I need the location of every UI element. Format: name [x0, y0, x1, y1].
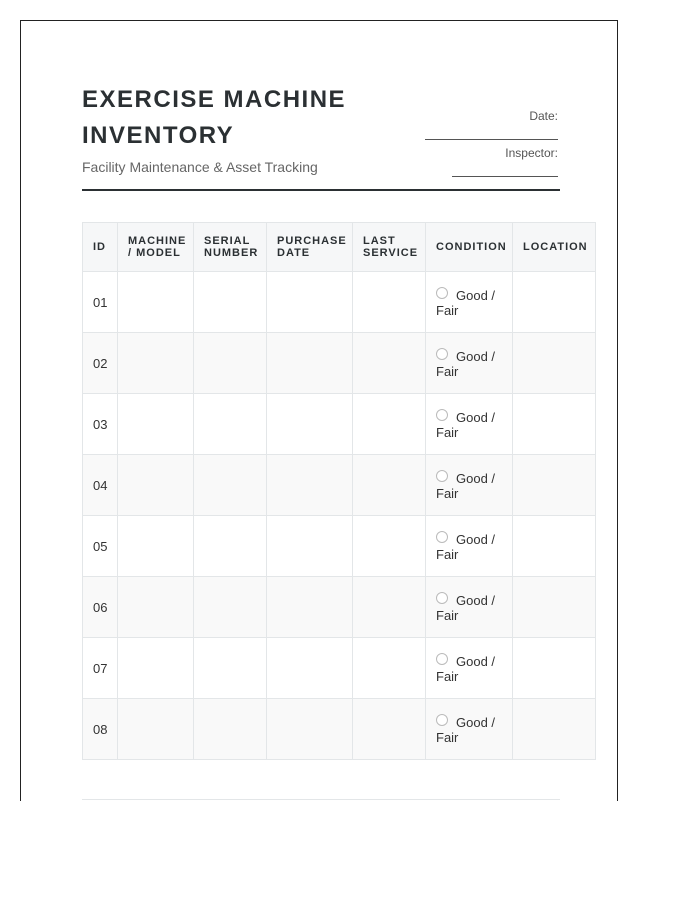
- table-row: [83, 516, 596, 577]
- purchase-date-cell[interactable]: [267, 577, 353, 638]
- condition-radio[interactable]: [436, 653, 448, 665]
- header-id: ID: [83, 223, 118, 272]
- condition-radio[interactable]: [436, 409, 448, 421]
- condition-label: Good / Fair: [436, 287, 496, 318]
- header-purchase-date: PURCHASE DATE: [267, 223, 353, 272]
- machine-model-cell[interactable]: [118, 394, 194, 455]
- date-label: Date:: [529, 109, 558, 123]
- condition-label: Good / Fair: [436, 592, 496, 623]
- condition-label: Good / Fair: [436, 653, 496, 684]
- condition-cell: [426, 577, 513, 638]
- table-body: [83, 272, 596, 760]
- inspector-input-line[interactable]: [452, 176, 558, 177]
- document-subtitle: Facility Maintenance & Asset Tracking: [82, 159, 318, 175]
- row-id: 03: [83, 394, 118, 455]
- condition-cell: [426, 394, 513, 455]
- purchase-date-cell[interactable]: [267, 638, 353, 699]
- condition-option: [436, 348, 502, 379]
- machine-model-cell[interactable]: [118, 699, 194, 760]
- location-cell[interactable]: [513, 577, 596, 638]
- condition-label: Good / Fair: [436, 409, 496, 440]
- location-cell[interactable]: [513, 516, 596, 577]
- table-row: [83, 394, 596, 455]
- last-service-cell[interactable]: [353, 638, 426, 699]
- location-cell[interactable]: [513, 455, 596, 516]
- condition-radio[interactable]: [436, 287, 448, 299]
- header-condition: CONDITION: [426, 223, 513, 272]
- machine-model-cell[interactable]: [118, 455, 194, 516]
- last-service-cell[interactable]: [353, 516, 426, 577]
- header-location: LOCATION: [513, 223, 596, 272]
- condition-option: [436, 592, 502, 623]
- condition-radio[interactable]: [436, 348, 448, 360]
- condition-label: Good / Fair: [436, 470, 496, 501]
- condition-radio[interactable]: [436, 714, 448, 726]
- condition-cell: [426, 699, 513, 760]
- serial-number-cell[interactable]: [194, 699, 267, 760]
- serial-number-cell[interactable]: [194, 272, 267, 333]
- table-row: [83, 272, 596, 333]
- purchase-date-cell[interactable]: [267, 516, 353, 577]
- document-title: EXERCISE MACHINE INVENTORY: [82, 86, 347, 149]
- serial-number-cell[interactable]: [194, 516, 267, 577]
- condition-label: Good / Fair: [436, 531, 496, 562]
- location-cell[interactable]: [513, 333, 596, 394]
- condition-cell: [426, 272, 513, 333]
- location-cell[interactable]: [513, 699, 596, 760]
- machine-model-cell[interactable]: [118, 272, 194, 333]
- inventory-table: [82, 222, 596, 760]
- row-id: 06: [83, 577, 118, 638]
- condition-label: Good / Fair: [436, 348, 496, 379]
- condition-radio[interactable]: [436, 592, 448, 604]
- serial-number-cell[interactable]: [194, 577, 267, 638]
- table-row: [83, 699, 596, 760]
- location-cell[interactable]: [513, 272, 596, 333]
- purchase-date-cell[interactable]: [267, 455, 353, 516]
- inspector-label: Inspector:: [505, 146, 558, 160]
- condition-option: [436, 714, 502, 745]
- last-service-cell[interactable]: [353, 272, 426, 333]
- table-row: [83, 333, 596, 394]
- location-cell[interactable]: [513, 638, 596, 699]
- purchase-date-cell[interactable]: [267, 394, 353, 455]
- inspector-field: [452, 146, 558, 177]
- serial-number-cell[interactable]: [194, 455, 267, 516]
- date-input-line[interactable]: [425, 139, 558, 140]
- table-row: [83, 455, 596, 516]
- condition-radio[interactable]: [436, 531, 448, 543]
- condition-option: [436, 470, 502, 501]
- condition-option: [436, 653, 502, 684]
- condition-option: [436, 531, 502, 562]
- last-service-cell[interactable]: [353, 455, 426, 516]
- condition-cell: [426, 455, 513, 516]
- machine-model-cell[interactable]: [118, 516, 194, 577]
- date-field: [425, 109, 558, 140]
- row-id: 05: [83, 516, 118, 577]
- purchase-date-cell[interactable]: [267, 699, 353, 760]
- header-serial-number: SERIAL NUMBER: [194, 223, 267, 272]
- condition-cell: [426, 516, 513, 577]
- purchase-date-cell[interactable]: [267, 272, 353, 333]
- last-service-cell[interactable]: [353, 333, 426, 394]
- purchase-date-cell[interactable]: [267, 333, 353, 394]
- serial-number-cell[interactable]: [194, 638, 267, 699]
- row-id: 08: [83, 699, 118, 760]
- header-divider: [82, 189, 560, 191]
- table-row: [83, 577, 596, 638]
- machine-model-cell[interactable]: [118, 577, 194, 638]
- serial-number-cell[interactable]: [194, 333, 267, 394]
- serial-number-cell[interactable]: [194, 394, 267, 455]
- condition-cell: [426, 333, 513, 394]
- condition-radio[interactable]: [436, 470, 448, 482]
- condition-option: [436, 409, 502, 440]
- location-cell[interactable]: [513, 394, 596, 455]
- table-row: [83, 638, 596, 699]
- machine-model-cell[interactable]: [118, 333, 194, 394]
- table-header-row: [83, 223, 596, 272]
- row-id: 01: [83, 272, 118, 333]
- header-machine-model: MACHINE / MODEL: [118, 223, 194, 272]
- header-last-service: LAST SERVICE: [353, 223, 426, 272]
- inventory-sheet: [20, 20, 618, 801]
- condition-label: Good / Fair: [436, 714, 496, 745]
- condition-cell: [426, 638, 513, 699]
- machine-model-cell[interactable]: [118, 638, 194, 699]
- condition-option: [436, 287, 502, 318]
- row-id: 04: [83, 455, 118, 516]
- last-service-cell[interactable]: [353, 577, 426, 638]
- row-id: 07: [83, 638, 118, 699]
- row-id: 02: [83, 333, 118, 394]
- footer-divider: [82, 799, 560, 800]
- last-service-cell[interactable]: [353, 699, 426, 760]
- last-service-cell[interactable]: [353, 394, 426, 455]
